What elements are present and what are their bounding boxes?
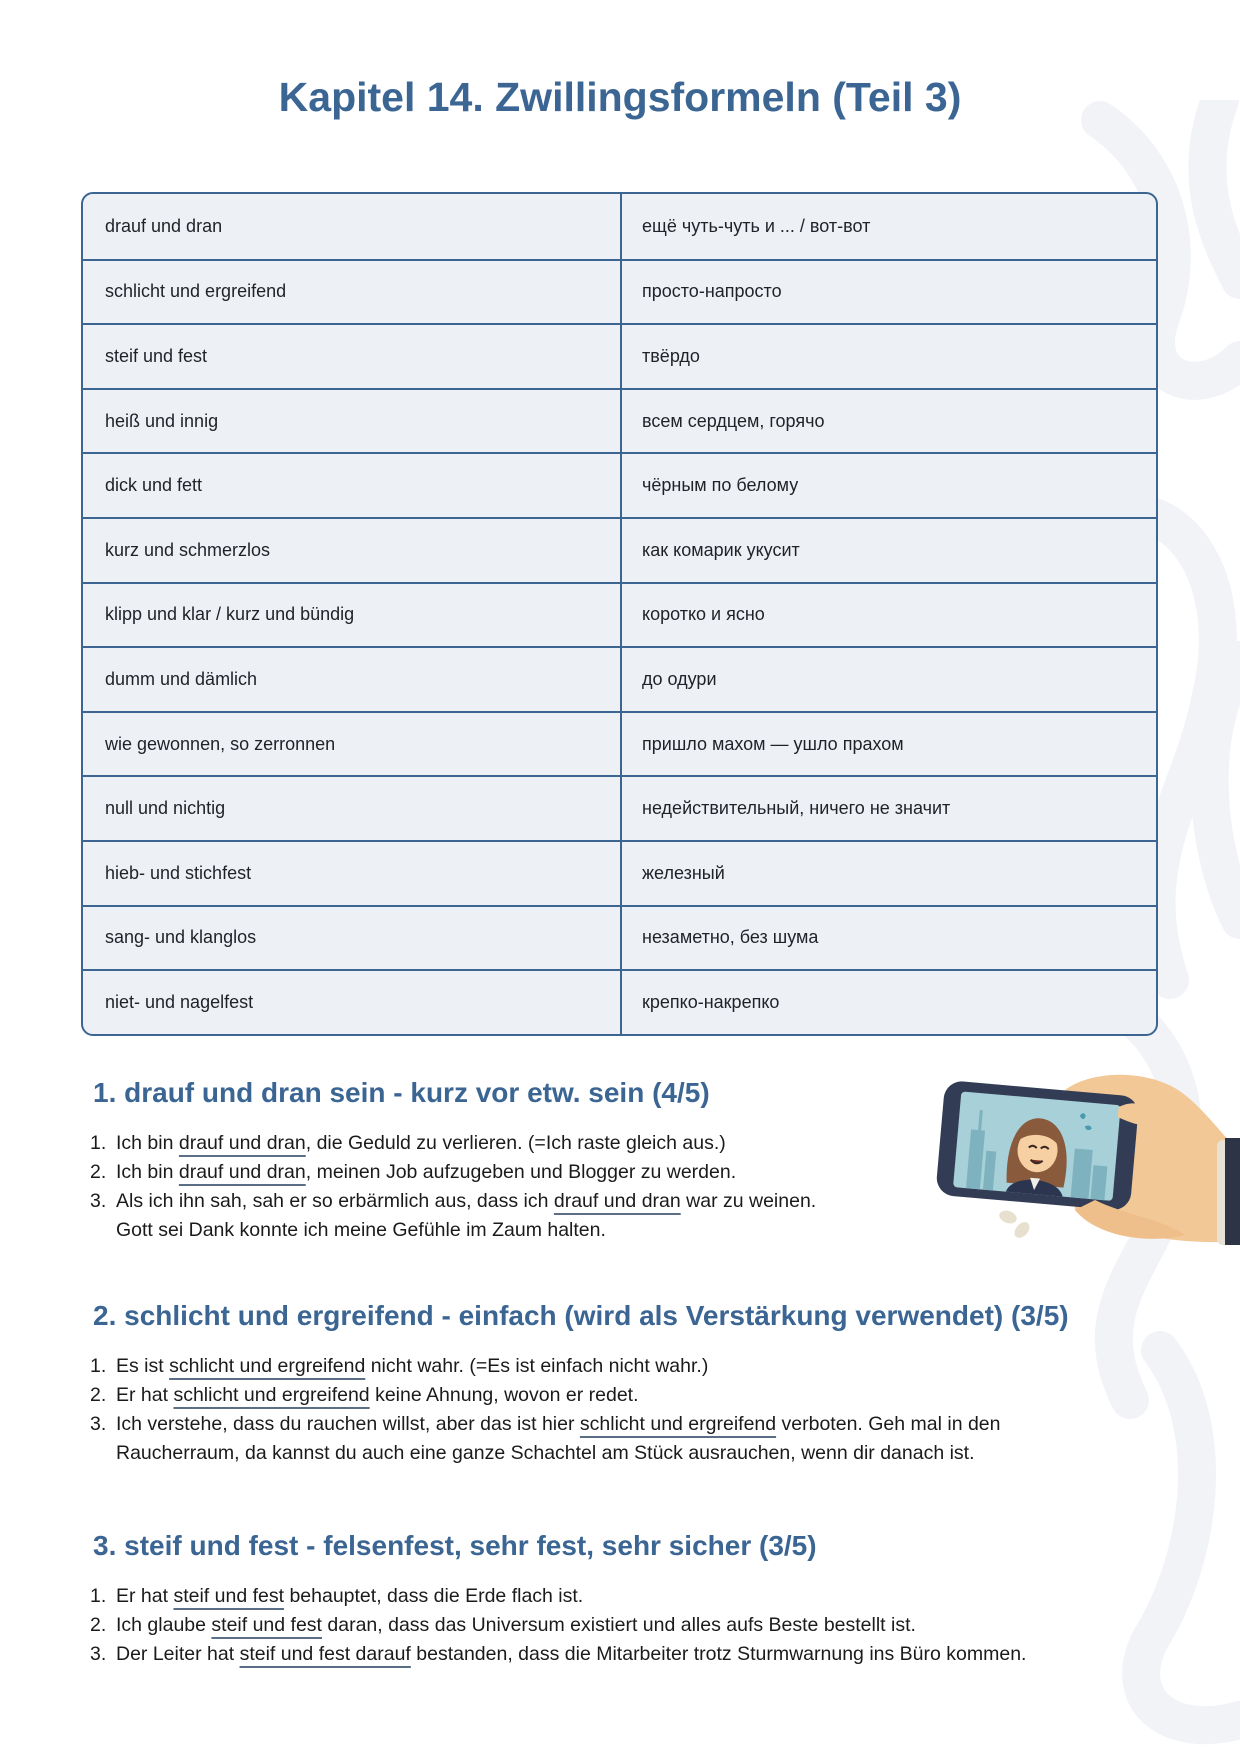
- example-text: , die Geduld zu verlieren. (=Ich raste gleich aus.): [305, 1132, 726, 1154]
- table-row: [83, 646, 1156, 711]
- table-row: [83, 969, 1156, 1034]
- section-2: [90, 1300, 1069, 1468]
- highlighted-phrase: drauf und dran: [178, 1132, 306, 1154]
- table-row: [83, 194, 1156, 259]
- russian-translation: пришло махом — ушло прахом: [642, 733, 904, 754]
- example-text: , meinen Job aufzugeben und Blogger zu werden.: [305, 1161, 737, 1183]
- russian-translation: до одури: [642, 668, 717, 689]
- example-number: 2.: [90, 1384, 107, 1406]
- russian-translation: всем сердцем, горячо: [642, 410, 825, 431]
- table-row: [83, 840, 1156, 905]
- german-phrase: drauf und dran: [83, 194, 622, 259]
- section-1: [90, 1077, 817, 1245]
- example-item: [90, 1640, 1027, 1669]
- highlighted-phrase: steif und fest: [211, 1614, 322, 1636]
- table-row: [83, 388, 1156, 453]
- example-text: Ich bin: [116, 1161, 179, 1183]
- example-number: 1.: [90, 1132, 107, 1154]
- german-phrase: sang- und klanglos: [83, 907, 622, 970]
- example-item: [90, 1410, 1069, 1468]
- highlighted-phrase: schlicht und ergreifend: [169, 1355, 366, 1377]
- russian-translation: просто-напросто: [642, 281, 782, 302]
- example-text: Der Leiter hat: [116, 1643, 240, 1665]
- german-phrase: null und nichtig: [83, 777, 622, 840]
- example-text: war zu weinen.: [680, 1190, 817, 1212]
- example-list: [90, 1352, 1069, 1468]
- russian-translation: твёрдо: [642, 345, 700, 366]
- german-phrase: niet- und nagelfest: [83, 971, 622, 1034]
- german-phrase: heiß und innig: [83, 390, 622, 453]
- example-text: Es ist: [116, 1355, 170, 1377]
- russian-translation: чёрным по белому: [642, 475, 799, 496]
- table-row: [83, 905, 1156, 970]
- example-number: 2.: [90, 1161, 107, 1183]
- highlighted-phrase: drauf und dran: [178, 1161, 306, 1183]
- vocabulary-table: [81, 192, 1158, 1036]
- example-text: behauptet, dass die Erde flach ist.: [284, 1585, 584, 1607]
- example-number: 3.: [90, 1643, 107, 1665]
- example-number: 2.: [90, 1614, 107, 1636]
- example-text: daran, dass das Universum existiert und alles aufs Beste bestellt ist.: [321, 1614, 916, 1636]
- example-text: Ich glaube: [116, 1614, 212, 1636]
- russian-translation: как комарик укусит: [642, 539, 800, 560]
- example-text: Ich verstehe, dass du rauchen willst, aber das ist hier: [116, 1413, 580, 1435]
- russian-translation: крепко-накрепко: [642, 991, 780, 1012]
- example-item: [90, 1352, 1069, 1381]
- example-number: 1.: [90, 1355, 107, 1377]
- section-heading: 2. schlicht und ergreifend - einfach (wird als Verstärkung verwendet) (3/5): [93, 1300, 1069, 1331]
- german-phrase: wie gewonnen, so zerronnen: [83, 713, 622, 776]
- example-text: Als ich ihn sah, sah er so erbärmlich aus, dass ich: [116, 1190, 554, 1212]
- russian-translation: незаметно, без шума: [642, 927, 819, 948]
- german-phrase: schlicht und ergreifend: [83, 261, 622, 324]
- example-item: [90, 1158, 816, 1187]
- example-text: Ich bin: [116, 1132, 179, 1154]
- example-number: 1.: [90, 1585, 107, 1607]
- example-text: nicht wahr. (=Es ist einfach nicht wahr.): [365, 1355, 709, 1377]
- section-heading: 1. drauf und dran sein - kurz vor etw. sein (4/5): [93, 1077, 710, 1108]
- example-number: 3.: [90, 1190, 107, 1212]
- example-text: keine Ahnung, wovon er redet.: [369, 1384, 639, 1406]
- example-text: Er hat: [116, 1384, 174, 1406]
- table-row: [83, 711, 1156, 776]
- russian-translation: железный: [642, 862, 725, 883]
- example-list: [90, 1582, 1027, 1669]
- table-row: [83, 259, 1156, 324]
- russian-translation: ещё чуть-чуть и ... / вот-вот: [642, 215, 871, 236]
- german-phrase: kurz und schmerzlos: [83, 519, 622, 582]
- example-number: 3.: [90, 1413, 107, 1435]
- russian-translation: коротко и ясно: [642, 604, 765, 625]
- highlighted-phrase: drauf und dran: [553, 1190, 681, 1212]
- russian-translation: недействительный, ничего не значит: [642, 798, 951, 819]
- german-phrase: dick und fett: [83, 454, 622, 517]
- hand-holding-phone-icon: [925, 1060, 1240, 1245]
- section-heading: 3. steif und fest - felsenfest, sehr fest, sehr sicher (3/5): [93, 1530, 817, 1561]
- german-phrase: hieb- und stichfest: [83, 842, 622, 905]
- example-item: [90, 1582, 1026, 1611]
- example-item: [90, 1381, 1069, 1410]
- example-item: [90, 1187, 817, 1245]
- highlighted-phrase: steif und fest: [173, 1585, 285, 1607]
- highlighted-phrase: steif und fest darauf: [239, 1643, 411, 1665]
- highlighted-phrase: schlicht und ergreifend: [579, 1413, 777, 1435]
- example-text-continued: Raucherraum, da kannst du auch eine ganze Schachtel am Stück ausrauchen, wenn dir danach ist.: [116, 1442, 975, 1464]
- example-list: [90, 1129, 817, 1245]
- highlighted-phrase: schlicht und ergreifend: [173, 1384, 370, 1406]
- german-phrase: dumm und dämlich: [83, 648, 622, 711]
- example-text-continued: Gott sei Dank konnte ich meine Gefühle im Zaum halten.: [116, 1219, 606, 1241]
- german-phrase: klipp und klar / kurz und bündig: [83, 584, 622, 647]
- german-phrase: steif und fest: [83, 325, 622, 388]
- table-row: [83, 517, 1156, 582]
- example-item: [90, 1129, 816, 1158]
- table-row: [83, 582, 1156, 647]
- page-title: Kapitel 14. Zwillingsformeln (Teil 3): [278, 74, 962, 120]
- example-item: [90, 1611, 1026, 1640]
- table-row: [83, 775, 1156, 840]
- table-row: [83, 452, 1156, 517]
- example-text: verboten. Geh mal in den: [776, 1413, 1001, 1435]
- section-3: [90, 1530, 1027, 1669]
- example-text: bestanden, dass die Mitarbeiter trotz Sturmwarnung ins Büro kommen.: [410, 1643, 1027, 1665]
- table-row: [83, 323, 1156, 388]
- example-text: Er hat: [116, 1585, 174, 1607]
